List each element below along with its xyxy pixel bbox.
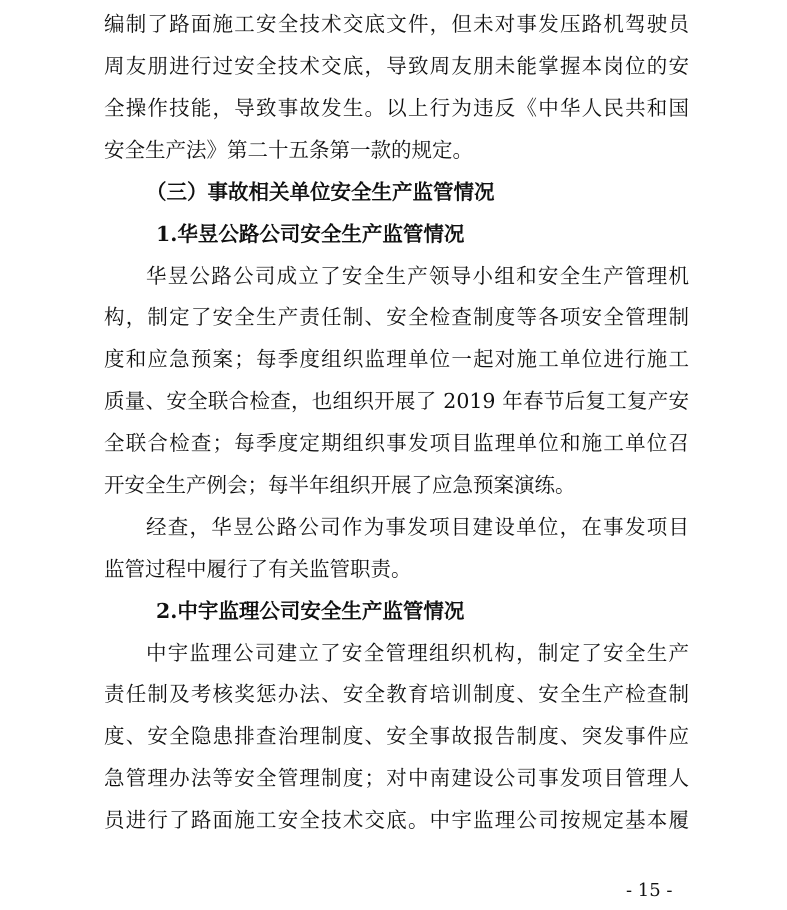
body-text-line: 周友朋进行过安全技术交底，导致周友朋未能掌握本岗位的安 bbox=[104, 54, 689, 78]
body-text-line: 监管过程中履行了有关监管职责。 bbox=[104, 557, 412, 581]
body-text-line: 责任制及考核奖惩办法、安全教育培训制度、安全生产检查制 bbox=[104, 682, 689, 706]
section-heading: （三）事故相关单位安全生产监管情况 bbox=[146, 180, 495, 204]
body-text-line: 华昱公路公司成立了安全生产领导小组和安全生产管理机 bbox=[146, 264, 689, 288]
body-text-line: 中宇监理公司建立了安全管理组织机构，制定了安全生产 bbox=[146, 641, 689, 665]
body-text-line: 构，制定了安全生产责任制、安全检查制度等各项安全管理制 bbox=[104, 305, 689, 329]
body-text-line: 开安全生产例会；每半年组织开展了应急预案演练。 bbox=[104, 473, 576, 497]
subsection-heading-1: 1.华昱公路公司安全生产监管情况 bbox=[156, 222, 465, 246]
body-text-line: 全联合检查；每季度定期组织事发项目监理单位和施工单位召 bbox=[104, 431, 689, 455]
body-text-line: 经查，华昱公路公司作为事发项目建设单位，在事发项目 bbox=[146, 515, 689, 539]
body-text-line: 安全生产法》第二十五条第一款的规定。 bbox=[104, 138, 473, 162]
body-text-line: 急管理办法等安全管理制度；对中南建设公司事发项目管理人 bbox=[104, 766, 689, 790]
body-text-line: 度和应急预案；每季度组织监理单位一起对施工单位进行施工 bbox=[104, 347, 689, 371]
body-text-line: 员进行了路面施工安全技术交底。中宇监理公司按规定基本履 bbox=[104, 808, 689, 832]
body-text-line: 全操作技能，导致事故发生。以上行为违反《中华人民共和国 bbox=[104, 96, 689, 120]
body-text-line: 质量、安全联合检查，也组织开展了 2019 年春节后复工复产安 bbox=[104, 389, 689, 413]
body-text-line: 编制了路面施工安全技术交底文件，但未对事发压路机驾驶员 bbox=[104, 12, 689, 36]
page-number: - 15 - bbox=[626, 880, 673, 901]
subsection-heading-2: 2.中宇监理公司安全生产监管情况 bbox=[156, 599, 465, 623]
body-text-line: 度、安全隐患排查治理制度、安全事故报告制度、突发事件应 bbox=[104, 724, 689, 748]
